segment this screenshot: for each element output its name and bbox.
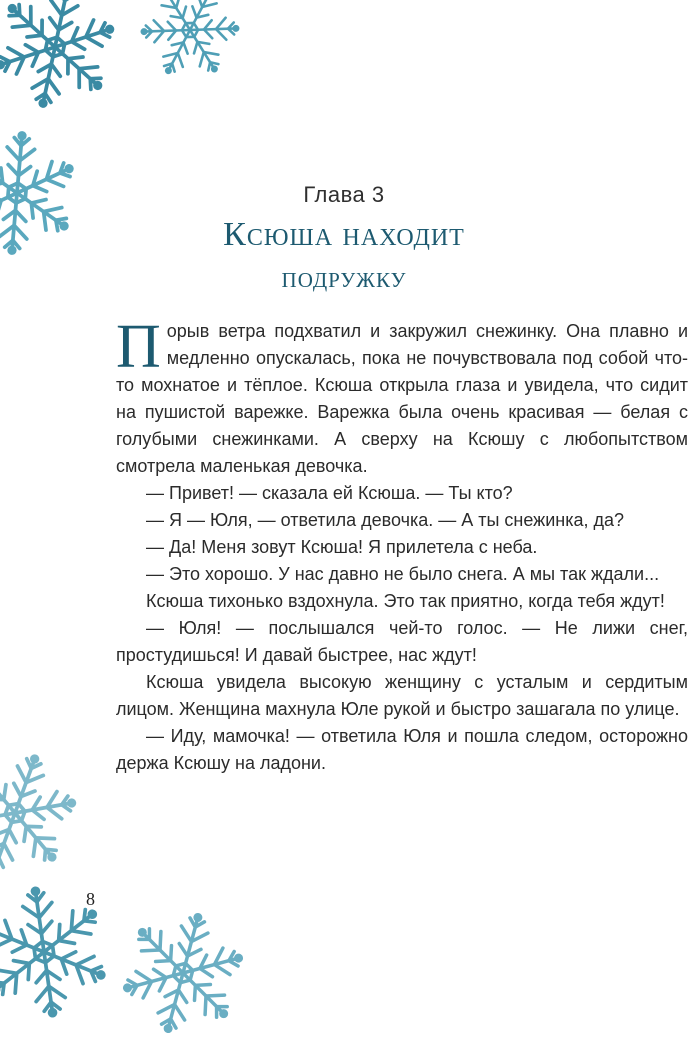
snowflake-icon	[130, 0, 250, 90]
paragraph	[116, 313, 688, 480]
paragraph: — Иду, мамочка! — ответила Юля и пошла следом, осторожно держа Ксюшу на ладони.	[116, 726, 688, 773]
paragraph-text: орыв ветра подхватил и закружил снежинку. Она плавно и медленно опускалась, пока не почувствовала под собой что-то мохнатое и тёплое. Ксюша открыла глаза и увидела, что сидит на пушистой варежке. Варежка была очень красивая — белая с голубыми снежинками. А сверху на Ксюшу с любопытством смотрела маленькая девочка.	[116, 321, 688, 476]
paragraph: — Привет! — сказала ей Ксюша. — Ты кто?	[146, 483, 513, 503]
paragraph: — Это хорошо. У нас давно не было снега. А мы так ждали...	[146, 564, 660, 584]
chapter-title	[0, 212, 688, 298]
page-number: 8	[86, 889, 95, 909]
snowflake-icon	[0, 738, 90, 888]
chapter-label: Глава 3	[303, 182, 385, 207]
snowflake-icon	[108, 898, 258, 1048]
paragraph: — Я — Юля, — ответила девочка. — А ты снежинка, да?	[146, 510, 625, 530]
chapter-title-line-2: подружку	[281, 261, 407, 294]
chapter-title-line-1: Ксюша находит	[223, 216, 465, 253]
paragraph: Ксюша увидела высокую женщину с усталым и сердитым лицом. Женщина махнула Юле рукой и быстро зашагала по улице.	[116, 672, 688, 719]
paragraph: — Юля! — послышался чей-то голос. — Не лижи снег, простудишься! И давай быстрее, нас ждут!	[116, 618, 688, 665]
snowflake-icon	[0, 872, 124, 1032]
paragraph: — Да! Меня зовут Ксюша! Я прилетела с неба.	[146, 537, 538, 557]
drop-cap: П	[116, 313, 161, 381]
chapter-text	[116, 313, 688, 777]
snowflake-icon	[0, 0, 130, 122]
paragraph: Ксюша тихонько вздохнула. Это так приятно, когда тебя ждут!	[146, 591, 665, 611]
